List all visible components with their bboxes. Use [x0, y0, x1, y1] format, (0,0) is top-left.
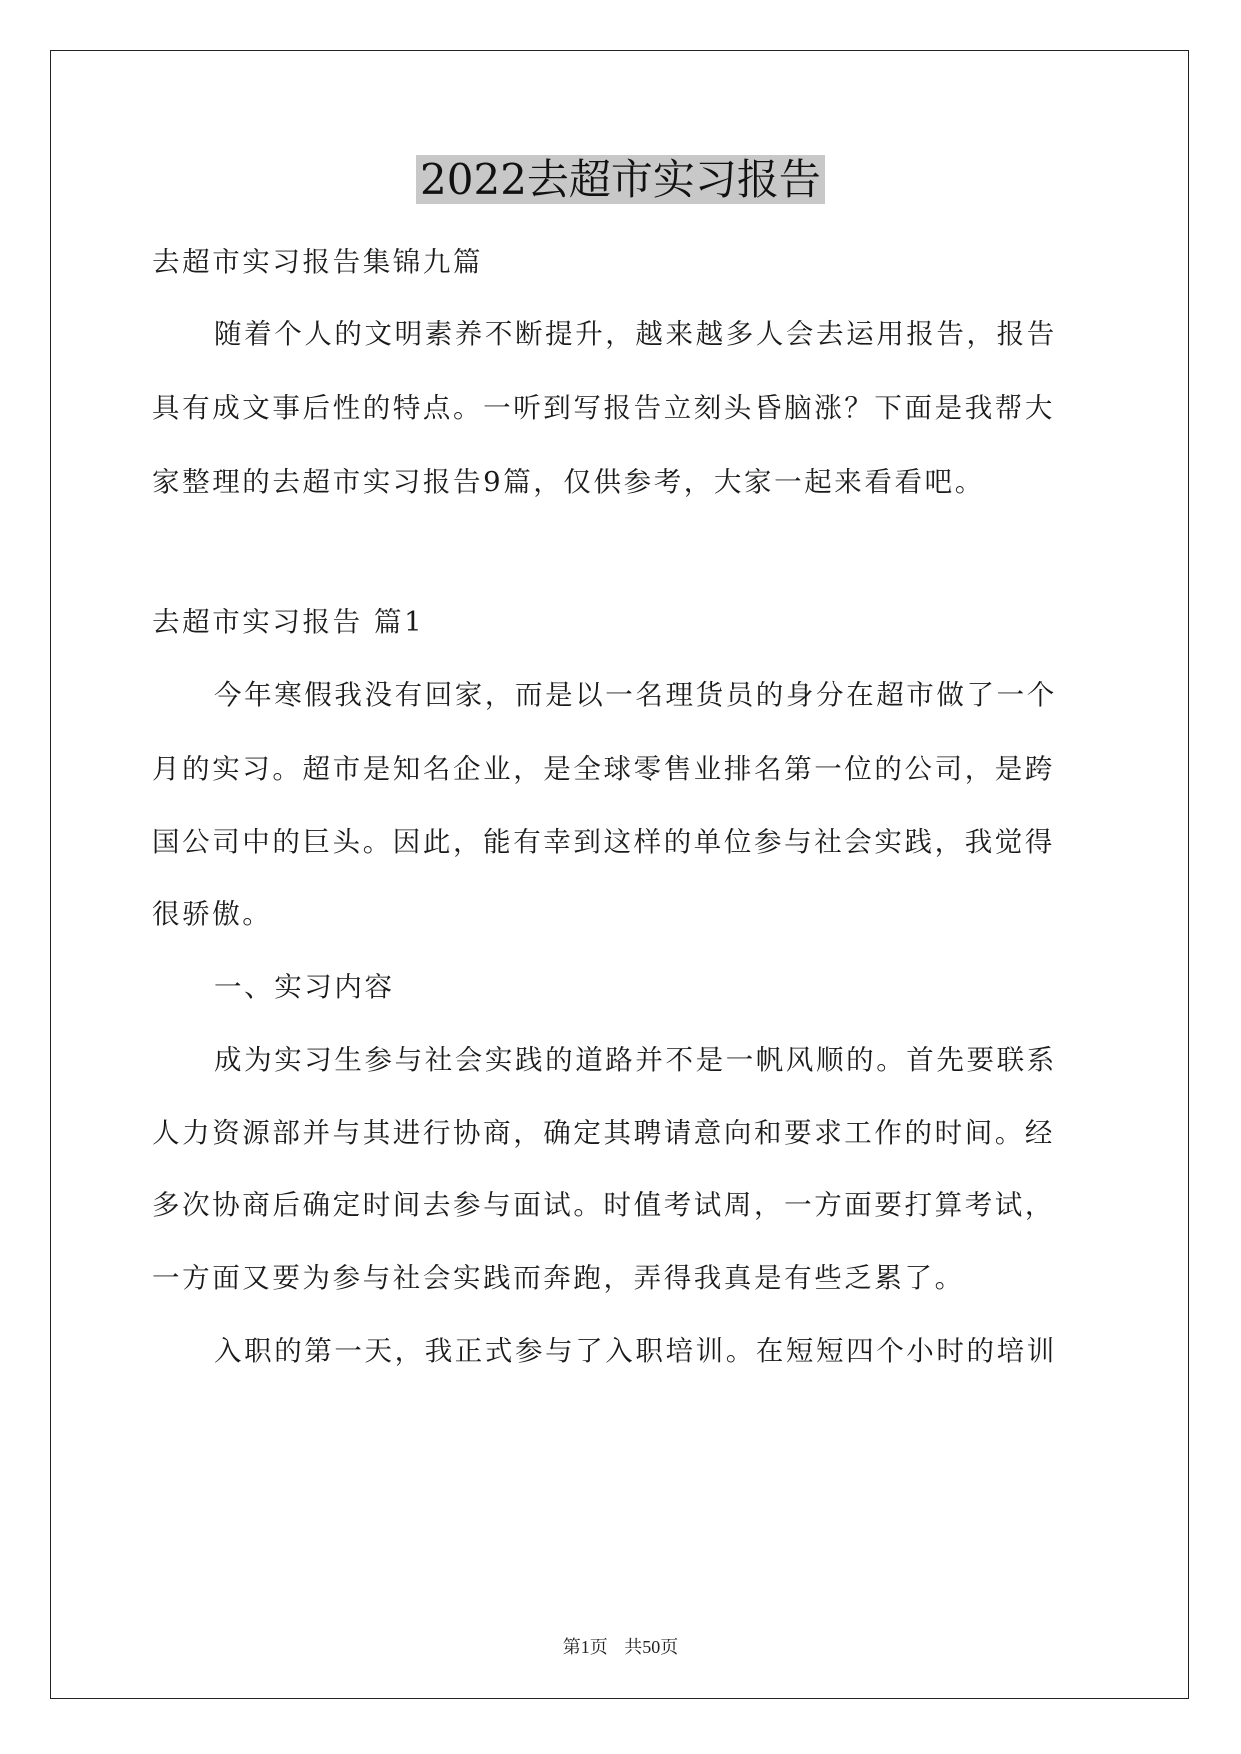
section-heading: 去超市实习报告 篇1	[152, 606, 425, 638]
paragraph-line: 今年寒假我没有回家，而是以一名理货员的身分在超市做了一个	[214, 679, 1057, 711]
paragraph-line: 月的实习。超市是知名企业，是全球零售业排名第一位的公司，是跨	[152, 753, 1055, 785]
paragraph-line: 多次协商后确定时间去参与面试。时值考试周，一方面要打算考试，	[152, 1189, 1055, 1221]
paragraph-line: 成为实习生参与社会实践的道路并不是一帆风顺的。首先要联系	[214, 1044, 1057, 1076]
document-title: 2022去超市实习报告	[0, 152, 1241, 208]
sub-heading: 一、实习内容	[214, 971, 395, 1003]
paragraph-line: 人力资源部并与其进行协商，确定其聘请意向和要求工作的时间。经	[152, 1117, 1055, 1149]
paragraph-line: 入职的第一天，我正式参与了入职培训。在短短四个小时的培训	[214, 1335, 1057, 1367]
paragraph-line: 国公司中的巨头。因此，能有幸到这样的单位参与社会实践，我觉得	[152, 826, 1055, 858]
subtitle: 去超市实习报告集锦九篇	[152, 246, 484, 278]
page-footer	[0, 1633, 1241, 1659]
paragraph-line: 一方面又要为参与社会实践而奔跑，弄得我真是有些乏累了。	[152, 1262, 965, 1294]
paragraph-line: 很骄傲。	[152, 898, 273, 930]
page-number: 第1页	[562, 1637, 608, 1657]
intro-line: 具有成文事后性的特点。一听到写报告立刻头昏脑涨？下面是我帮大	[152, 392, 1055, 424]
intro-line: 随着个人的文明素养不断提升，越来越多人会去运用报告，报告	[214, 318, 1057, 350]
page-total: 共50页	[624, 1637, 679, 1657]
page-border	[50, 50, 1189, 1699]
intro-line: 家整理的去超市实习报告9篇，仅供参考，大家一起来看看吧。	[152, 466, 985, 498]
